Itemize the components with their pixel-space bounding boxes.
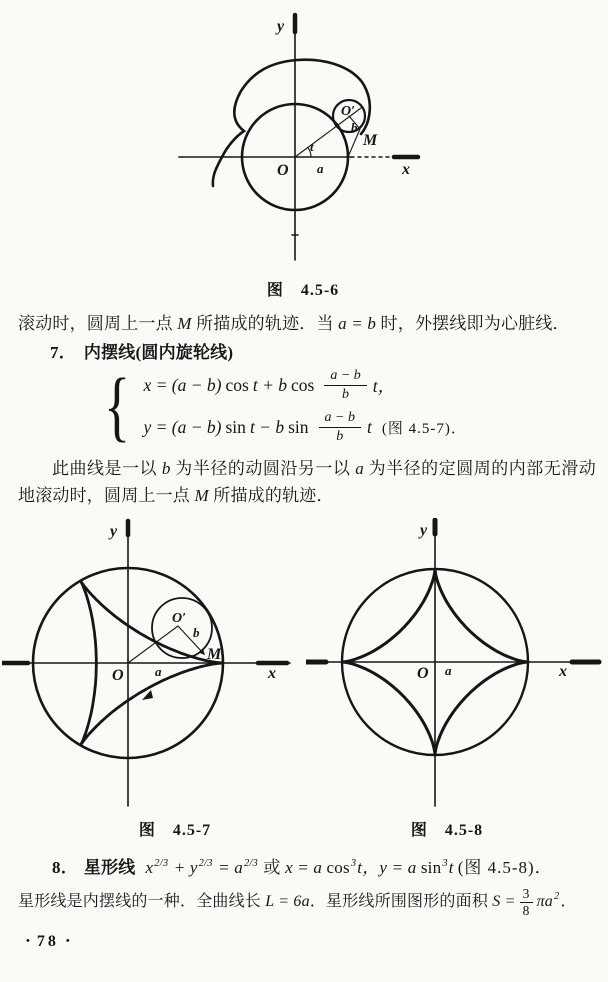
s8-area-fraction	[520, 886, 533, 918]
section-7-number: 7．	[50, 343, 76, 362]
para2-text2: 为半径的动圆沿另一以	[170, 459, 356, 478]
eq-x-cos1: cos	[225, 374, 249, 395]
eq-y-tail: t	[367, 416, 372, 437]
s8-y-exp: 2/3	[198, 858, 213, 869]
fig458-x-label: x	[559, 663, 567, 680]
para1-math-M: M	[177, 314, 192, 333]
para2-math-b: b	[161, 459, 171, 478]
eq-x-lead: x = (a − b)	[143, 374, 222, 395]
eq-x-cos2: cos	[291, 374, 315, 395]
s8-area-S: S =	[492, 893, 516, 910]
fig456-M-label: M	[363, 132, 378, 149]
paragraph-epicycloid-end	[18, 311, 600, 337]
s8-plus-y: + y	[169, 858, 198, 877]
fig458-y-label: y	[420, 522, 428, 539]
s8-frac-den: 8	[522, 902, 530, 918]
s8-a-exp: 2/3	[243, 858, 258, 869]
section-8-title: 星形线	[83, 858, 136, 877]
s8-sin-exp: 3	[442, 858, 448, 869]
para1-math-ab: a = b	[338, 314, 377, 333]
fig456-caption: 图 4.5-6	[266, 282, 340, 299]
fig456-t-label: t	[310, 139, 314, 154]
section-8-line2	[18, 886, 606, 920]
section-8-number: 8．	[52, 858, 78, 877]
s8-sin: sin	[420, 858, 442, 877]
para2-math-a: a	[355, 459, 364, 478]
fig457-y-label: y	[110, 523, 118, 540]
para1-text: 滚动时，圆周上一点	[18, 314, 178, 333]
section-8-line1	[18, 854, 602, 885]
fig457-a-label: a	[155, 664, 162, 679]
para1-text3: 时，外摆线即为心脏线．	[376, 314, 570, 333]
figure-astroid-458	[306, 518, 602, 810]
fig456-a-label: a	[317, 161, 324, 176]
s8-t2: t	[448, 858, 454, 877]
equation-lines	[143, 364, 466, 448]
figure-deltoid-457	[2, 518, 294, 810]
s8-frac-num: 3	[520, 886, 533, 903]
fig456-b-label: b	[351, 120, 358, 135]
eq-x-fraction	[324, 367, 366, 403]
eq-x-mid: t + b	[252, 374, 287, 395]
s8-area-exp: 2	[554, 891, 560, 902]
s8-y-param: y = a	[379, 858, 421, 877]
eq-y-frac-num: a − b	[319, 409, 361, 428]
figure-epicycloid-456	[165, 12, 430, 277]
s8-length-formula: L = 6a	[265, 893, 310, 910]
eq-y-mid: t − b	[249, 416, 285, 437]
s8-cos-exp: 3	[350, 858, 357, 869]
s8-cos: cos	[326, 858, 350, 877]
fig458-caption: 图 4.5-8	[410, 822, 484, 839]
fig457-x-label: x	[268, 665, 276, 682]
page-number-left-dot: •	[26, 935, 30, 947]
fig457-O-label: O	[112, 667, 124, 684]
para2-text1: 此曲线是一以	[52, 459, 162, 478]
section-7-title: 内摆线(圆内旋轮线)	[83, 343, 234, 362]
s8-pi-a: πa	[536, 893, 553, 910]
s8-t1: t，	[357, 858, 380, 877]
page-number-right-dot: •	[65, 935, 70, 947]
page-number	[26, 933, 70, 951]
fig457-b-label: b	[193, 625, 200, 640]
s8-eq-a: = a	[213, 858, 243, 877]
eq-y-sin1: sin	[225, 416, 246, 437]
s8-or: 或	[258, 858, 286, 877]
para2-text4: 所描成的轨迹．	[208, 486, 334, 505]
eq-x-frac-num: a − b	[324, 367, 366, 386]
para2-text3: 为半径的定圆周的内部无滑动地滚动时，圆周上一点	[18, 459, 596, 505]
s8-l2-text2: ．星形线所围图形的面积	[309, 893, 493, 910]
fig456-y-label: y	[277, 18, 285, 35]
eq-y-frac-den: b	[336, 428, 344, 444]
fig456-x-label: x	[402, 161, 410, 178]
fig457-caption: 图 4.5-7	[138, 822, 212, 839]
fig457-M-label: M	[207, 646, 222, 663]
eq-x-frac-den: b	[342, 386, 350, 402]
s8-l2-end: ．	[560, 893, 577, 910]
paragraph-hypocycloid-description	[18, 455, 596, 509]
s8-fig-ref: (图 4.5-8)．	[457, 858, 553, 877]
eq-y-fraction	[319, 409, 361, 445]
section-7-heading	[50, 340, 233, 366]
s8-l2-text1: 星形线是内摆线的一种．全曲线长	[18, 893, 266, 910]
equation-brace: {	[104, 362, 131, 449]
fig456-O-label: O	[277, 162, 289, 179]
hypocycloid-equations	[104, 364, 467, 448]
equation-x	[143, 364, 466, 406]
s8-x-param: x = a	[285, 858, 327, 877]
eq-x-tail: t，	[372, 375, 396, 396]
eq-figure-ref: (图 4.5-7)．	[381, 420, 467, 437]
fig456-Oprime-label: O′	[341, 104, 356, 119]
fig458-a-label: a	[445, 663, 452, 678]
eq-y-sin2: sin	[288, 416, 309, 437]
fig458-O-label: O	[417, 665, 429, 682]
fig457-Oprime-label: O′	[172, 611, 187, 626]
page-number-value: 78	[36, 933, 59, 950]
s8-x-exp: 2/3	[154, 858, 169, 869]
para2-math-M: M	[194, 486, 209, 505]
s8-x: x	[145, 858, 154, 877]
eq-y-lead: y = (a − b)	[143, 416, 222, 437]
para1-text2: 所描成的轨迹．当	[191, 314, 339, 333]
equation-y	[143, 406, 466, 448]
